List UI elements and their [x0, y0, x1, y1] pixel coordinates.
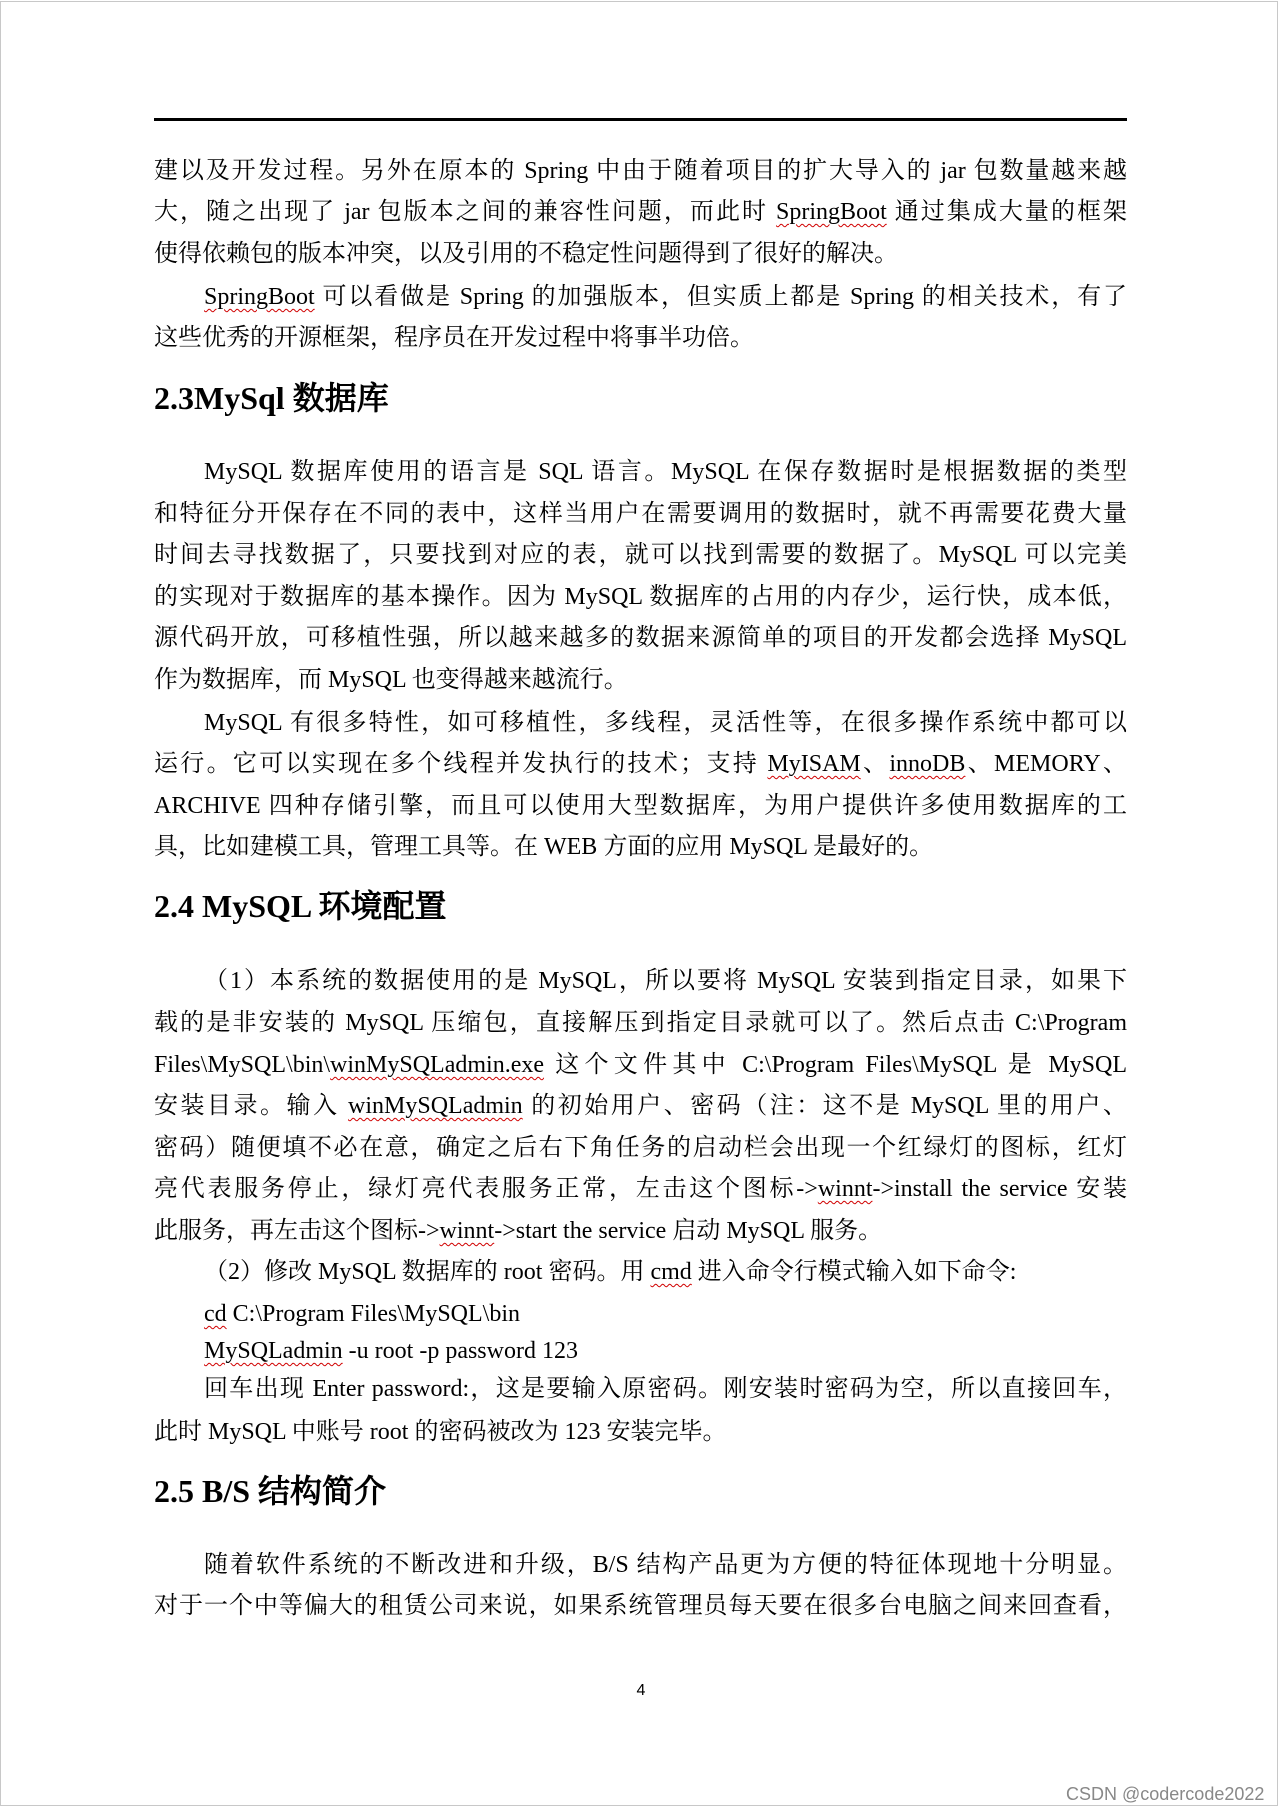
spellcheck-underlined-word: SpringBoot	[776, 199, 887, 225]
text-run: 回车出现 Enter password:，这是要输入原密码。刚安装时密码为空，所以直接回车，	[204, 1376, 1127, 1402]
text-run: （1）本系统的数据使用的是 MySQL，所以要将 MySQL 安装到指定目录，如果下	[204, 968, 1127, 994]
text-run: Files\MySQL\bin\	[154, 1052, 331, 1078]
text-run: 可以看做是 Spring 的加强版本，但实质上都是 Spring 的相关技术，有了	[314, 284, 1127, 310]
text-run: 对于一个中等偏大的租赁公司来说，如果系统管理员每天要在很多台电脑之间来回查看，	[154, 1593, 1127, 1619]
spellcheck-underlined-word: innoDB	[889, 751, 966, 777]
text-run: 通过集成大量的框架	[886, 199, 1127, 225]
spellcheck-underlined-word: winMySQLadmin.exe	[330, 1052, 545, 1078]
text-run: 源代码开放，可移植性强，所以越来越多的数据来源简单的项目的开发都会选择 MySQL	[154, 625, 1127, 651]
paragraph-line	[154, 1210, 1127, 1252]
paragraph-line	[204, 276, 1127, 318]
paragraph-line	[154, 191, 1127, 233]
paragraph-line	[204, 1251, 1127, 1293]
paragraph-line	[204, 1293, 1127, 1335]
paragraph-line	[154, 617, 1127, 659]
text-run: 进入命令行模式输入如下命令:	[691, 1259, 1017, 1285]
paragraph-line	[204, 1544, 1127, 1586]
paragraph-line	[154, 826, 1127, 868]
text-run: 和特征分开保存在不同的表中，这样当用户在需要调用的数据时，就不再需要花费大量	[154, 501, 1127, 527]
text-run: 作为数据库，而 MySQL 也变得越来越流行。	[154, 667, 628, 693]
text-run: 、MEMORY、	[965, 751, 1128, 777]
text-run: 运行。它可以实现在多个线程并发执行的技术；支持	[154, 751, 768, 777]
paragraph-line	[154, 743, 1127, 785]
paragraph-line	[154, 493, 1127, 535]
text-run: -u root -p password 123	[342, 1338, 578, 1364]
text-run: ARCHIVE 四种存储引擎，而且可以使用大型数据库，为用户提供许多使用数据库的工	[154, 793, 1127, 819]
paragraph-line	[154, 150, 1127, 192]
paragraph-line	[154, 534, 1127, 576]
section-heading: 2.4 MySQL 环境配置	[154, 888, 447, 924]
text-run: 的初始用户、密码（注：这不是 MySQL 里的用户、	[522, 1093, 1127, 1119]
text-run: 这个文件其中 C:\Program Files\MySQL 是 MySQL	[544, 1052, 1127, 1078]
text-run: 时间去寻找数据了，只要找到对应的表，就可以找到需要的数据了。MySQL 可以完美	[154, 542, 1127, 568]
spellcheck-underlined-word: winMySQLadmin	[348, 1093, 523, 1119]
paragraph-line	[154, 1002, 1127, 1044]
paragraph-line	[204, 451, 1127, 493]
paragraph-line	[154, 1168, 1127, 1210]
paragraph-line	[154, 576, 1127, 618]
text-run: C:\Program Files\MySQL\bin	[226, 1301, 521, 1327]
paragraph-line	[154, 1127, 1127, 1169]
text-run: ->install the service 安装	[872, 1176, 1127, 1202]
spellcheck-underlined-word: MySQLadmin	[204, 1338, 343, 1364]
paragraph-line	[204, 1368, 1127, 1410]
paragraph-line	[154, 1585, 1127, 1627]
text-run: 密码）随便填不必在意，确定之后右下角任务的启动栏会出现一个红绿灯的图标，红灯	[154, 1135, 1127, 1161]
text-run: 安装目录。输入	[154, 1093, 349, 1119]
text-run: MySQL 有很多特性，如可移植性，多线程，灵活性等，在很多操作系统中都可以	[204, 710, 1127, 736]
text-run: 这些优秀的开源框架，程序员在开发过程中将事半功倍。	[154, 325, 754, 351]
spellcheck-underlined-word: winnt	[817, 1176, 873, 1202]
paragraph-line	[204, 702, 1127, 744]
spellcheck-underlined-word: SpringBoot	[204, 284, 315, 310]
text-run: 此时 MySQL 中账号 root 的密码被改为 123 安装完毕。	[154, 1419, 727, 1445]
paragraph-line	[154, 785, 1127, 827]
text-run: 此服务，再左击这个图标->	[154, 1218, 440, 1244]
spellcheck-underlined-word: winnt	[439, 1218, 495, 1244]
page-number: 4	[636, 1682, 646, 1699]
paragraph-line	[154, 1044, 1127, 1086]
spellcheck-underlined-word: MyISAM	[767, 751, 861, 777]
text-run: 具，比如建模工具，管理工具等。在 WEB 方面的应用 MySQL 是最好的。	[154, 834, 934, 860]
text-run: 载的是非安装的 MySQL 压缩包，直接解压到指定目录就可以了。然后点击 C:\Program	[154, 1010, 1127, 1036]
text-run: 亮代表服务停止，绿灯亮代表服务正常，左击这个图标->	[154, 1176, 818, 1202]
text-run: （2）修改 MySQL 数据库的 root 密码。用	[204, 1259, 651, 1285]
document-page	[0, 1, 1278, 1806]
text-run: ->start the service 启动 MySQL 服务。	[494, 1218, 883, 1244]
section-heading: 2.5 B/S 结构简介	[154, 1473, 387, 1509]
header-rule	[154, 118, 1127, 121]
text-run: 、	[860, 751, 890, 777]
paragraph-line	[154, 317, 1127, 359]
paragraph-line	[154, 1085, 1127, 1127]
text-run: 大，随之出现了 jar 包版本之间的兼容性问题，而此时	[154, 199, 777, 225]
text-run: 建以及开发过程。另外在原本的 Spring 中由于随着项目的扩大导入的 jar 包数量越来越	[154, 158, 1127, 184]
csdn-watermark: CSDN @codercode2022	[1066, 1784, 1265, 1804]
text-run: MySQL 数据库使用的语言是 SQL 语言。MySQL 在保存数据时是根据数据的类型	[204, 459, 1127, 485]
paragraph-line	[204, 960, 1127, 1002]
paragraph-line	[154, 1411, 1127, 1453]
text-run: 使得依赖包的版本冲突，以及引用的不稳定性问题得到了很好的解决。	[154, 241, 898, 267]
spellcheck-underlined-word: cd	[204, 1301, 227, 1327]
text-run: 随着软件系统的不断改进和升级，B/S 结构产品更为方便的特征体现地十分明显。	[204, 1552, 1127, 1578]
paragraph-line	[204, 1330, 1127, 1372]
text-run: 的实现对于数据库的基本操作。因为 MySQL 数据库的占用的内存少，运行快，成本低，	[154, 584, 1127, 610]
section-heading: 2.3MySql 数据库	[154, 380, 389, 416]
paragraph-line	[154, 659, 1127, 701]
spellcheck-underlined-word: cmd	[650, 1259, 692, 1285]
paragraph-line	[154, 233, 1127, 275]
